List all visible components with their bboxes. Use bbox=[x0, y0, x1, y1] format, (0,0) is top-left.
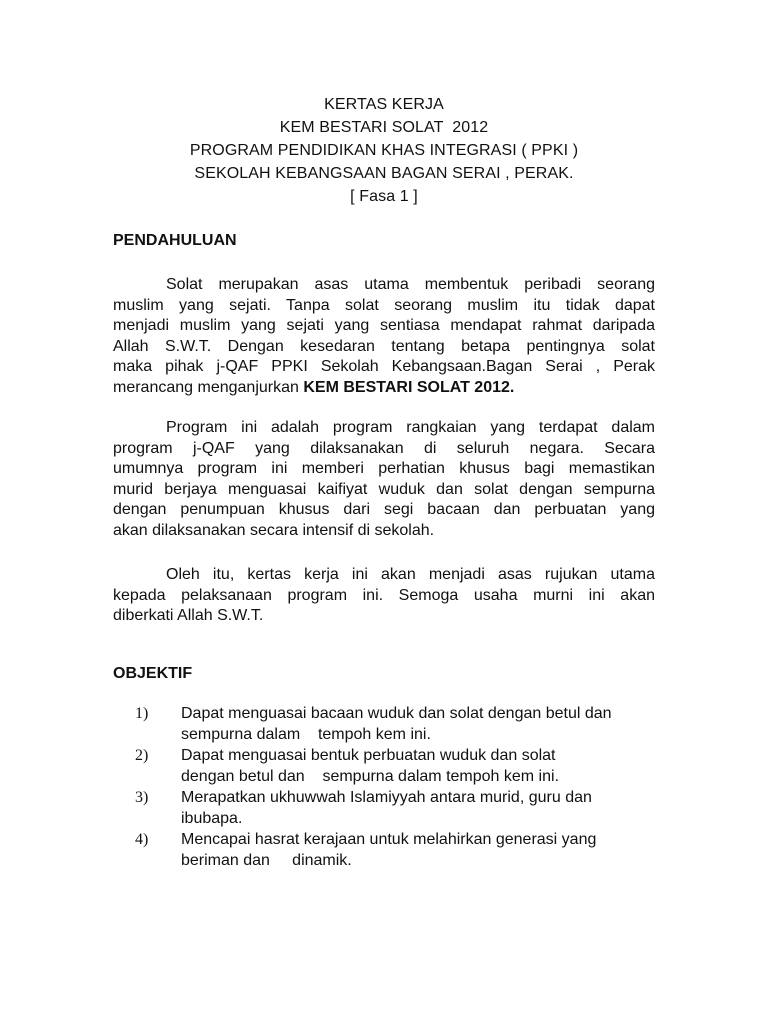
objective-item bbox=[113, 745, 673, 787]
objective-line: Dapat menguasai bacaan wuduk dan solat dengan betul dan bbox=[181, 705, 612, 722]
paragraph-line: muslim yang sejati. Tanpa solat seorang muslim itu tidak dapat bbox=[113, 296, 655, 314]
event-name-bold: KEM BESTARI SOLAT 2012. bbox=[303, 378, 515, 396]
paragraph-line: Allah S.W.T. Dengan kesedaran tentang betapa pentingnya solat bbox=[113, 337, 655, 355]
objective-line: dengan betul dan sempurna dalam tempoh kem ini. bbox=[181, 768, 560, 785]
heading-objektif: OBJEKTIF bbox=[113, 665, 193, 682]
paragraph-closing bbox=[113, 565, 655, 627]
objective-line: beriman dan dinamik. bbox=[181, 852, 352, 869]
paragraph-line: murid berjaya menguasai kaifiyat wuduk dan solat dengan sempurna bbox=[113, 480, 655, 498]
objective-number: 1) bbox=[135, 705, 149, 722]
objective-line: Mencapai hasrat kerajaan untuk melahirkan generasi yang bbox=[181, 831, 597, 848]
paragraph-text: merancang menganjurkan bbox=[113, 378, 304, 396]
objective-item bbox=[113, 829, 673, 871]
paragraph-line: diberkati Allah S.W.T. bbox=[113, 607, 264, 624]
paragraph-intro bbox=[113, 275, 655, 398]
objective-number: 4) bbox=[135, 831, 149, 848]
paragraph-line: akan dilaksanakan secara intensif di sekolah. bbox=[113, 521, 435, 539]
objective-line: Merapatkan ukhuwwah Islamiyyah antara murid, guru dan bbox=[181, 789, 592, 806]
paragraph-line: program j-QAF yang dilaksanakan di seluruh negara. Secara bbox=[113, 439, 655, 457]
objective-line: Dapat menguasai bentuk perbuatan wuduk dan solat bbox=[181, 747, 556, 764]
paragraph-line: Solat merupakan asas utama membentuk peribadi seorang bbox=[166, 276, 655, 293]
paragraph-program bbox=[113, 418, 655, 541]
paragraph-line: umumnya program ini memberi perhatian khusus bagi memastikan bbox=[113, 460, 655, 477]
objective-item bbox=[113, 703, 673, 745]
paragraph-last-line bbox=[113, 378, 655, 399]
document-title-block bbox=[0, 93, 768, 208]
objective-list bbox=[113, 703, 673, 871]
paragraph-line: Program ini adalah program rangkaian yang terdapat dalam bbox=[166, 419, 655, 436]
paragraph-line: maka pihak j-QAF PPKI Sekolah Kebangsaan.Bagan Serai , Perak bbox=[113, 358, 655, 375]
paragraph-line: kepada pelaksanaan program ini. Semoga usaha murni ini akan bbox=[113, 586, 655, 604]
paragraph-line: Oleh itu, kertas kerja ini akan menjadi asas rujukan utama bbox=[166, 566, 655, 583]
title-line: SEKOLAH KEBANGSAAN BAGAN SERAI , PERAK. bbox=[194, 165, 574, 182]
objective-text bbox=[181, 787, 673, 829]
title-line: KERTAS KERJA bbox=[324, 96, 444, 113]
objective-number: 3) bbox=[135, 789, 149, 806]
objective-text bbox=[181, 703, 673, 745]
title-line: KEM BESTARI SOLAT 2012 bbox=[279, 119, 489, 136]
objective-item bbox=[113, 787, 673, 829]
objective-text bbox=[181, 829, 673, 871]
heading-pendahuluan: PENDAHULUAN bbox=[113, 232, 237, 249]
objective-line: sempurna dalam tempoh kem ini. bbox=[181, 726, 431, 743]
objective-number: 2) bbox=[135, 747, 149, 764]
objective-line: ibubapa. bbox=[181, 810, 243, 827]
paragraph-line: dengan penumpuan khusus dari segi bacaan dan perbuatan yang bbox=[113, 501, 655, 518]
paragraph-line: menjadi muslim yang sejati yang sentiasa mendapat rahmat daripada bbox=[113, 317, 655, 334]
title-line: [ Fasa 1 ] bbox=[350, 188, 418, 205]
title-line: PROGRAM PENDIDIKAN KHAS INTEGRASI ( PPKI ) bbox=[189, 142, 579, 159]
objective-text bbox=[181, 745, 673, 787]
